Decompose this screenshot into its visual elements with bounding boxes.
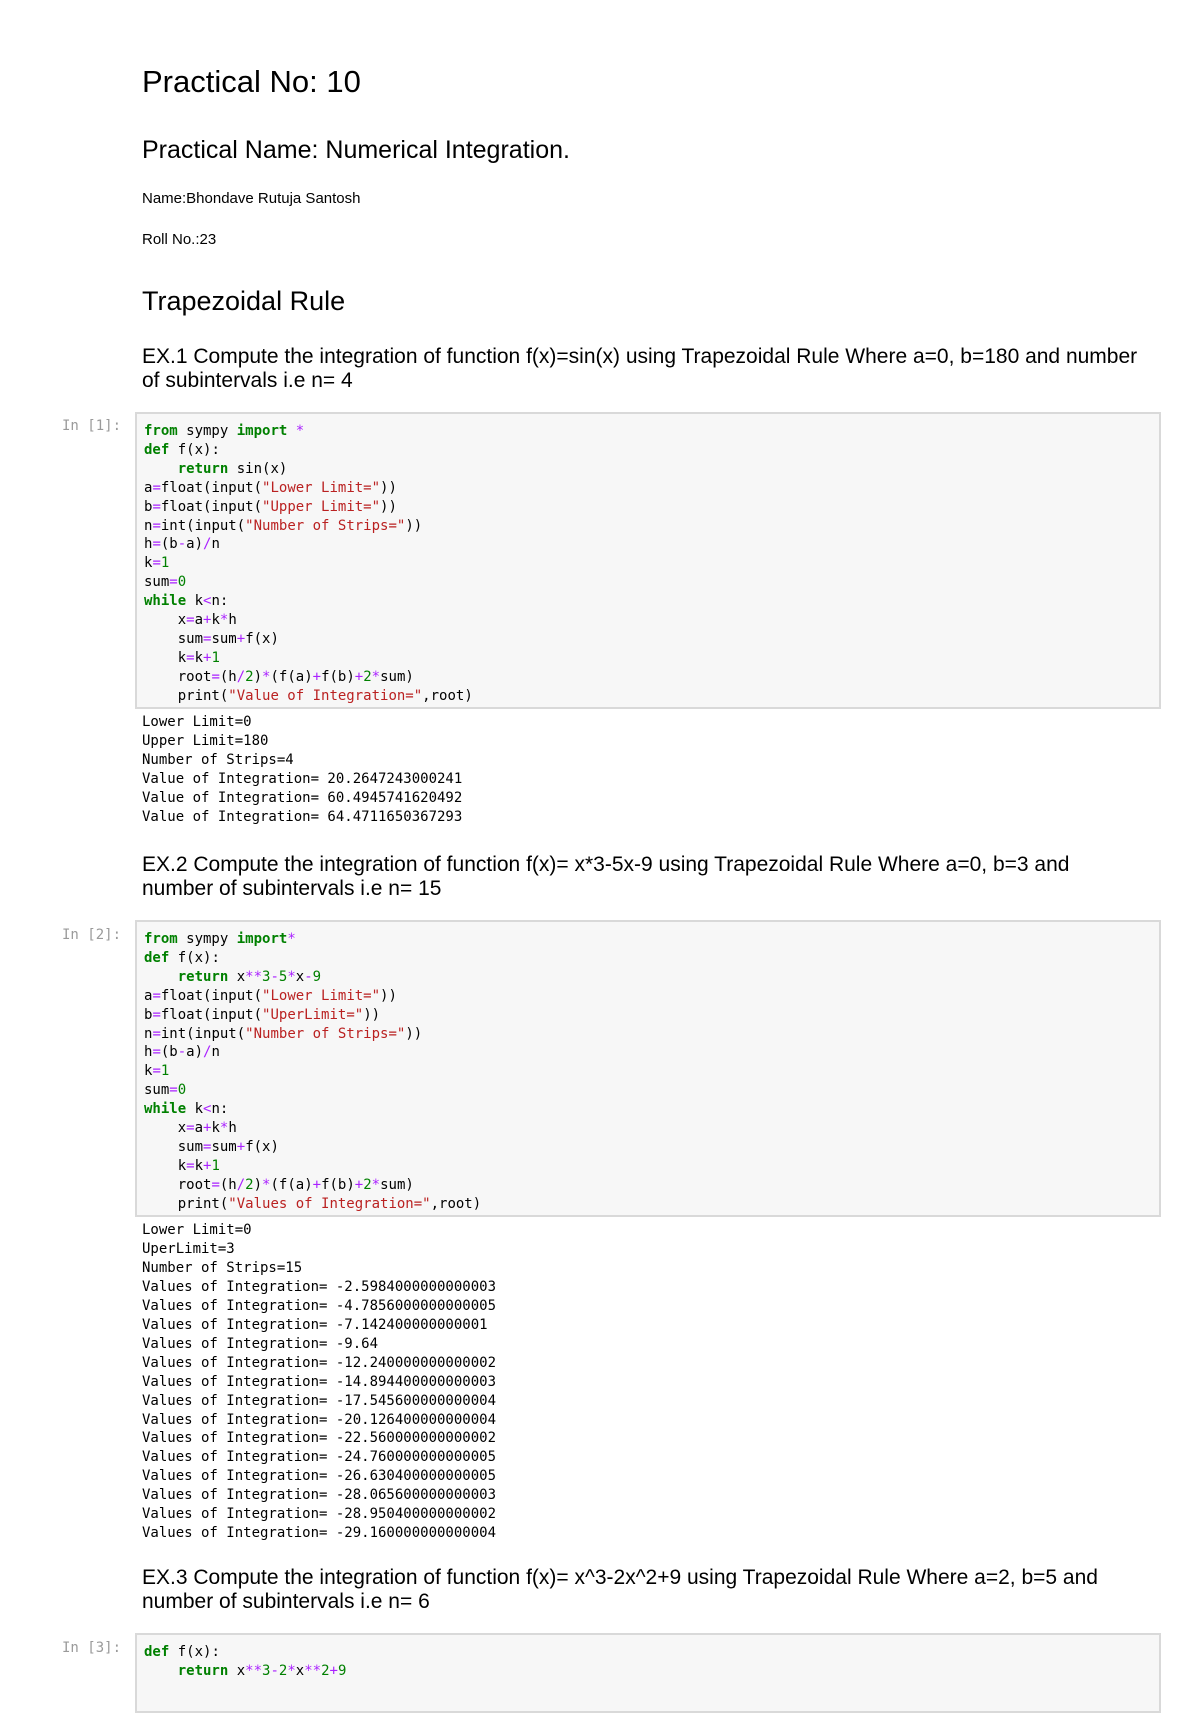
practical-name-heading: Practical Name: Numerical Integration. xyxy=(142,136,570,164)
code-token: h xyxy=(228,612,237,629)
code-token: = xyxy=(211,1176,220,1193)
code-line xyxy=(144,1081,1152,1100)
code-token: float(input( xyxy=(160,1006,263,1023)
code-token: sum xyxy=(211,1138,237,1155)
code-token: 2 xyxy=(363,668,372,685)
code-token: ,root) xyxy=(422,687,473,704)
code-token: return xyxy=(177,968,229,985)
code-line xyxy=(144,441,1152,460)
code-token: 3 xyxy=(262,968,271,985)
code-token: )) xyxy=(380,498,397,515)
code-token: root xyxy=(144,668,212,685)
code-token: h xyxy=(144,536,153,553)
cell-1-output xyxy=(142,713,462,827)
section-title: Trapezoidal Rule xyxy=(142,286,346,316)
code-token: / xyxy=(203,1044,212,1061)
code-token: def xyxy=(144,949,170,966)
code-token: print( xyxy=(144,687,229,704)
code-token: "Upper Limit=" xyxy=(262,498,381,515)
code-token: "Number of Strips=" xyxy=(245,517,406,534)
code-token: 1 xyxy=(160,1063,170,1080)
code-token: float(input( xyxy=(160,987,263,1004)
code-token: < xyxy=(203,593,212,610)
code-token: x xyxy=(144,612,187,629)
code-token: k xyxy=(211,612,220,629)
code-token: sin(x) xyxy=(228,460,288,477)
code-token: ) xyxy=(253,1176,263,1193)
output-line: Values of Integration= -14.894400000000003 xyxy=(142,1373,497,1390)
code-token: a) xyxy=(186,536,204,553)
code-line xyxy=(144,1006,1152,1025)
code-token: print( xyxy=(144,1195,229,1212)
output-line: Values of Integration= -28.950400000000002 xyxy=(142,1506,497,1523)
code-line xyxy=(144,1062,1152,1081)
code-token: / xyxy=(203,536,212,553)
code-token: f(b) xyxy=(321,1176,355,1193)
output-line: Number of Strips=15 xyxy=(142,1259,303,1276)
code-token: while xyxy=(144,593,187,610)
code-token: = xyxy=(211,668,220,685)
code-token: 5 xyxy=(278,968,288,985)
code-token: + xyxy=(354,1176,364,1193)
code-line xyxy=(144,987,1152,1006)
code-token: * xyxy=(219,1120,229,1137)
code-token: f(x): xyxy=(169,1644,220,1660)
code-token: (f(a) xyxy=(270,1176,313,1193)
code-cell-2[interactable] xyxy=(135,920,1161,1217)
code-token: + xyxy=(312,668,322,685)
code-line xyxy=(144,1176,1152,1195)
code-token: * xyxy=(287,423,305,439)
code-line xyxy=(144,517,1152,536)
code-cell-1-source[interactable] xyxy=(137,414,1159,712)
code-token: "Lower Limit=" xyxy=(262,987,381,1004)
code-token: * xyxy=(287,931,296,947)
output-line: Values of Integration= -4.7856000000000005 xyxy=(142,1297,497,1314)
code-token: + xyxy=(329,1662,338,1679)
code-token: 9 xyxy=(337,1662,347,1679)
code-line xyxy=(144,422,1152,441)
code-token: = xyxy=(186,612,195,629)
output-line: Values of Integration= -26.630400000000005 xyxy=(142,1468,497,1485)
code-token: x xyxy=(295,1662,305,1679)
code-token: = xyxy=(186,1157,195,1174)
code-token: = xyxy=(186,649,195,666)
code-token: k xyxy=(186,593,204,610)
code-token: sympy xyxy=(177,931,237,947)
code-token: < xyxy=(203,1101,212,1118)
code-token: f(x): xyxy=(169,441,220,458)
output-line: Values of Integration= -12.240000000000002 xyxy=(142,1354,497,1371)
code-token: 1 xyxy=(211,649,220,666)
code-line xyxy=(144,1157,1152,1176)
code-token: * xyxy=(219,612,229,629)
code-token: * xyxy=(262,1176,271,1193)
code-cell-3[interactable] xyxy=(135,1633,1161,1713)
cell-2-prompt: In [2]: xyxy=(62,927,122,943)
cell-2-output xyxy=(142,1221,496,1543)
code-token: = xyxy=(203,1138,212,1155)
output-line: Number of Strips=4 xyxy=(142,751,294,768)
code-token xyxy=(144,461,178,477)
code-line xyxy=(144,1662,1152,1681)
output-line: UperLimit=3 xyxy=(142,1240,235,1257)
code-token: h xyxy=(144,1044,153,1061)
code-token: = xyxy=(152,1044,161,1061)
code-line xyxy=(144,535,1152,554)
code-token xyxy=(144,1663,178,1679)
code-token: + xyxy=(203,1120,212,1137)
code-token: + xyxy=(236,630,246,647)
code-token: = xyxy=(152,1025,161,1042)
code-cell-3-source[interactable] xyxy=(137,1635,1159,1687)
output-line: Values of Integration= -17.545600000000004 xyxy=(142,1392,497,1409)
code-token: sum xyxy=(144,1138,204,1155)
code-token: return xyxy=(177,460,229,477)
code-token: 2 xyxy=(245,1176,254,1193)
code-token: n: xyxy=(211,593,229,610)
code-token: - xyxy=(177,1044,187,1061)
code-token: * xyxy=(287,1662,296,1679)
code-token: = xyxy=(186,1120,195,1137)
code-line xyxy=(144,949,1152,968)
code-token: (h xyxy=(219,668,237,685)
output-line: Value of Integration= 64.4711650367293 xyxy=(142,808,463,825)
code-token: 0 xyxy=(177,574,187,591)
code-token: k xyxy=(144,649,187,666)
code-token: sum) xyxy=(380,1176,414,1193)
code-token: a xyxy=(194,1120,204,1137)
code-token: "Lower Limit=" xyxy=(262,479,381,496)
code-cell-1[interactable] xyxy=(135,412,1161,709)
code-cell-2-source[interactable] xyxy=(137,922,1159,1220)
code-token: def xyxy=(144,441,170,458)
code-token: f(x) xyxy=(245,1138,279,1155)
output-line: Lower Limit=0 xyxy=(142,1222,252,1238)
code-token: = xyxy=(152,1063,161,1080)
code-token: from xyxy=(144,931,178,947)
code-token: a xyxy=(144,479,153,496)
code-token: k xyxy=(186,1101,204,1118)
code-token: sum xyxy=(144,630,204,647)
code-token: x xyxy=(228,968,246,985)
code-token: = xyxy=(152,498,161,515)
code-token: )) xyxy=(380,987,397,1004)
code-token: "UperLimit=" xyxy=(262,1006,364,1023)
example-3-heading: EX.3 Compute the integration of function f(x)= x^3-2x^2+9 using Trapezoidal Rule Where a=2, b=5 and number of subintervals i.e n= 6 xyxy=(142,1566,1098,1613)
code-token: import xyxy=(236,931,288,947)
code-token: (f(a) xyxy=(270,668,313,685)
code-token: 2 xyxy=(321,1662,330,1679)
code-token: * xyxy=(371,668,381,685)
code-token: f(b) xyxy=(321,668,355,685)
code-token: 2 xyxy=(278,1662,288,1679)
code-token: sum xyxy=(211,630,237,647)
output-line: Values of Integration= -2.5984000000000003 xyxy=(142,1278,497,1295)
code-token: n xyxy=(144,517,153,534)
example-1-heading: EX.1 Compute the integration of function f(x)=sin(x) using Trapezoidal Rule Where a=0, b=180 and number of subintervals i.e n= 4 xyxy=(142,345,1138,392)
roll-number: Roll No.:23 xyxy=(142,231,217,248)
code-token: k xyxy=(144,555,153,572)
code-token: / xyxy=(236,1176,246,1193)
code-token: k xyxy=(194,649,204,666)
code-token: (b xyxy=(160,536,178,553)
code-line xyxy=(144,1100,1152,1119)
code-token: k xyxy=(211,1120,220,1137)
code-token: = xyxy=(152,479,161,496)
code-line xyxy=(144,687,1152,706)
code-token: a xyxy=(144,987,153,1004)
code-token: from xyxy=(144,423,178,439)
example-2-heading: EX.2 Compute the integration of function f(x)= x*3-5x-9 using Trapezoidal Rule Where a=0, b=3 and number of subintervals i.e n= 15 xyxy=(142,853,1070,900)
code-line xyxy=(144,611,1152,630)
code-token: = xyxy=(152,987,161,1004)
code-token: ** xyxy=(304,1662,322,1679)
cell-3-prompt: In [3]: xyxy=(62,1640,122,1656)
code-token: 2 xyxy=(245,668,254,685)
code-token: sympy xyxy=(177,423,237,439)
code-token: - xyxy=(270,968,279,985)
code-token: - xyxy=(177,536,187,553)
code-line xyxy=(144,930,1152,949)
code-token: a xyxy=(194,612,204,629)
code-token: (h xyxy=(219,1176,237,1193)
code-line xyxy=(144,554,1152,573)
code-token: )) xyxy=(405,1025,423,1042)
practical-number-heading: Practical No: 10 xyxy=(142,64,361,99)
output-line: Value of Integration= 60.4945741620492 xyxy=(142,789,463,806)
code-token: = xyxy=(152,555,161,572)
code-token: = xyxy=(169,574,178,591)
code-token: while xyxy=(144,1101,187,1118)
code-token: b xyxy=(144,498,153,515)
code-token xyxy=(144,969,178,985)
code-token: h xyxy=(228,1120,237,1137)
code-token: int(input( xyxy=(160,1025,246,1042)
code-token: b xyxy=(144,1006,153,1023)
code-line xyxy=(144,460,1152,479)
code-token: = xyxy=(152,1006,161,1023)
code-token: sum xyxy=(144,574,170,591)
code-token: int(input( xyxy=(160,517,246,534)
code-token: f(x): xyxy=(169,949,220,966)
code-token: f(x) xyxy=(245,630,279,647)
code-line xyxy=(144,1043,1152,1062)
code-line xyxy=(144,573,1152,592)
code-token: 1 xyxy=(211,1157,220,1174)
code-token: x xyxy=(228,1662,246,1679)
code-line xyxy=(144,649,1152,668)
code-token: ,root) xyxy=(430,1195,482,1212)
code-line xyxy=(144,968,1152,987)
code-token: ** xyxy=(245,968,263,985)
code-token: 3 xyxy=(262,1662,271,1679)
code-token: 1 xyxy=(160,555,170,572)
code-token: x xyxy=(295,968,305,985)
output-line: Values of Integration= -28.065600000000003 xyxy=(142,1487,497,1504)
code-token: + xyxy=(203,612,212,629)
output-line: Value of Integration= 20.2647243000241 xyxy=(142,770,463,787)
code-token: float(input( xyxy=(160,498,263,515)
code-token: 2 xyxy=(363,1176,372,1193)
code-line xyxy=(144,1138,1152,1157)
code-token: )) xyxy=(363,1006,381,1023)
code-token: sum xyxy=(144,1082,170,1099)
code-token: 9 xyxy=(312,968,322,985)
code-line xyxy=(144,592,1152,611)
code-token: * xyxy=(262,668,271,685)
code-token: + xyxy=(236,1138,246,1155)
code-token: = xyxy=(169,1082,178,1099)
code-token: + xyxy=(354,668,364,685)
code-token: k xyxy=(194,1157,204,1174)
code-token: sum) xyxy=(380,668,414,685)
code-token: * xyxy=(371,1176,381,1193)
code-token: / xyxy=(236,668,246,685)
output-line: Lower Limit=0 xyxy=(142,714,252,730)
code-token: * xyxy=(287,968,296,985)
output-line: Values of Integration= -22.560000000000002 xyxy=(142,1430,497,1447)
code-token: = xyxy=(203,630,212,647)
code-token: + xyxy=(203,649,212,666)
code-token: import xyxy=(236,423,288,439)
code-token: float(input( xyxy=(160,479,263,496)
code-token: "Values of Integration=" xyxy=(228,1195,431,1212)
code-token: ) xyxy=(253,668,263,685)
code-line xyxy=(144,668,1152,687)
code-line xyxy=(144,1195,1152,1214)
code-token: + xyxy=(203,1157,212,1174)
code-token: n xyxy=(144,1025,153,1042)
output-line: Values of Integration= -9.64 xyxy=(142,1335,379,1352)
code-token: )) xyxy=(405,517,423,534)
code-line xyxy=(144,1025,1152,1044)
code-token: - xyxy=(304,968,313,985)
code-token: k xyxy=(144,1063,153,1080)
output-line: Values of Integration= -29.160000000000004 xyxy=(142,1525,497,1542)
code-token: 0 xyxy=(177,1082,187,1099)
code-token: n xyxy=(211,1044,220,1061)
code-token: n: xyxy=(211,1101,229,1118)
output-line: Values of Integration= -7.142400000000001 xyxy=(142,1316,488,1333)
code-token: (b xyxy=(160,1044,178,1061)
code-line xyxy=(144,479,1152,498)
output-line: Upper Limit=180 xyxy=(142,732,269,749)
code-token: def xyxy=(144,1644,170,1660)
student-name: Name:Bhondave Rutuja Santosh xyxy=(142,190,361,207)
code-token: return xyxy=(177,1662,229,1679)
code-token: k xyxy=(144,1157,187,1174)
code-token: )) xyxy=(380,479,397,496)
cell-1-prompt: In [1]: xyxy=(62,418,122,434)
output-line: Values of Integration= -24.760000000000005 xyxy=(142,1449,497,1466)
code-line xyxy=(144,498,1152,517)
code-token: ** xyxy=(245,1662,263,1679)
code-token: "Value of Integration=" xyxy=(228,687,423,704)
code-token: "Number of Strips=" xyxy=(245,1025,406,1042)
code-token: x xyxy=(144,1120,187,1137)
code-token: - xyxy=(270,1662,279,1679)
code-line xyxy=(144,1643,1152,1662)
code-token: n xyxy=(211,536,220,553)
code-token: = xyxy=(152,536,161,553)
code-token: root xyxy=(144,1176,212,1193)
output-line: Values of Integration= -20.126400000000004 xyxy=(142,1411,497,1428)
code-line xyxy=(144,1119,1152,1138)
code-token: + xyxy=(312,1176,322,1193)
code-line xyxy=(144,630,1152,649)
code-token: = xyxy=(152,517,161,534)
code-token: a) xyxy=(186,1044,204,1061)
